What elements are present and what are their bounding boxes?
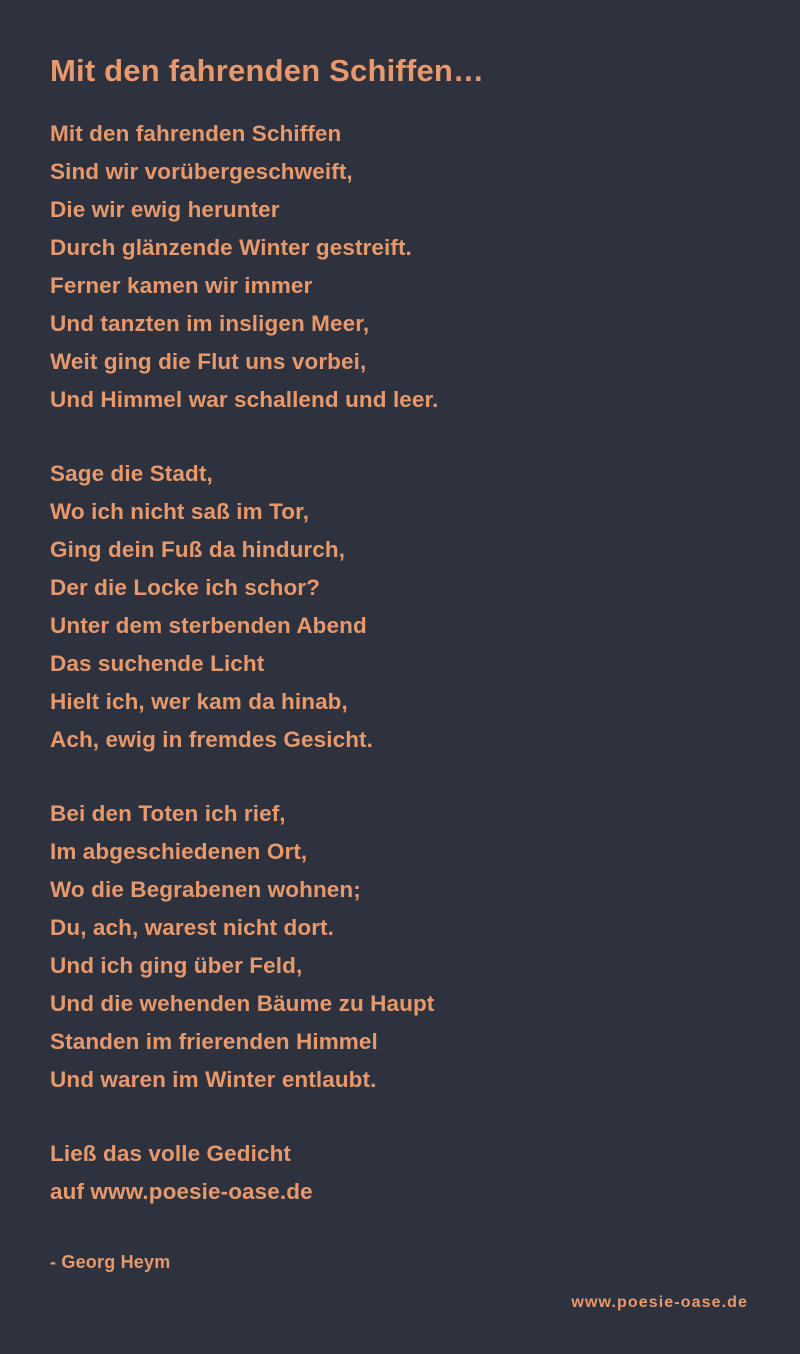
poem-line: Durch glänzende Winter gestreift. [50, 235, 412, 261]
poem-line: Und Himmel war schallend und leer. [50, 387, 439, 413]
poem-line: Und ich ging über Feld, [50, 953, 303, 979]
poem-line: Und tanzten im insligen Meer, [50, 311, 370, 337]
poem-line: Wo die Begrabenen wohnen; [50, 877, 361, 903]
footer-site-url[interactable]: www.poesie-oase.de [571, 1294, 748, 1311]
poem-line: Das suchende Licht [50, 651, 265, 677]
poem-line: Du, ach, warest nicht dort. [50, 915, 334, 941]
poem-line: Wo ich nicht saß im Tor, [50, 499, 310, 525]
poem-line: Die wir ewig herunter [50, 197, 280, 223]
promo-line: Ließ das volle Gedicht [50, 1141, 292, 1167]
poem-line: Sind wir vorübergeschweift, [50, 159, 353, 185]
poem-line: Der die Locke ich schor? [50, 575, 320, 601]
poem-line: Und waren im Winter entlaubt. [50, 1067, 377, 1093]
poem-line: Ferner kamen wir immer [50, 273, 313, 299]
poem-line: Mit den fahrenden Schiffen [50, 121, 342, 147]
poem-line: Im abgeschiedenen Ort, [50, 839, 308, 865]
poem-line: Und die wehenden Bäume zu Haupt [50, 991, 435, 1017]
poem-line: Ach, ewig in fremdes Gesicht. [50, 727, 373, 753]
poem-line: Standen im frierenden Himmel [50, 1029, 378, 1055]
poem-line: Bei den Toten ich rief, [50, 801, 286, 827]
promo-block [50, 1135, 750, 1211]
poem-stanza-2 [50, 455, 750, 759]
poem-line: Hielt ich, wer kam da hinab, [50, 689, 348, 715]
poem-stanza-1 [50, 115, 750, 419]
poem-line: Ging dein Fuß da hindurch, [50, 537, 346, 563]
poem-stanza-3 [50, 795, 750, 1099]
page-title: Mit den fahrenden Schiffen… [50, 53, 485, 88]
poem-line: Sage die Stadt, [50, 461, 213, 487]
promo-link[interactable]: auf www.poesie-oase.de [50, 1179, 313, 1205]
poem-line: Weit ging die Flut uns vorbei, [50, 349, 367, 375]
poem-author: - Georg Heym [50, 1252, 171, 1273]
poem-line: Unter dem sterbenden Abend [50, 613, 367, 639]
